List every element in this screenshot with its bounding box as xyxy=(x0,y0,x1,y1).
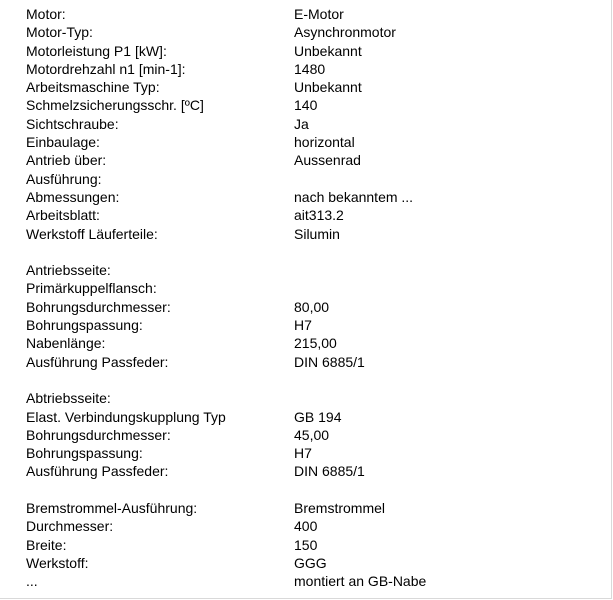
spec-row-nabenlaenge xyxy=(26,334,596,352)
spec-label: Werkstoff Läuferteile: xyxy=(26,225,158,242)
spec-value: nach bekanntem ... xyxy=(294,188,414,205)
spec-row-einbaulage xyxy=(26,133,596,151)
spec-label: Werkstoff: xyxy=(26,554,89,571)
spec-label: Motorleistung P1 [kW]: xyxy=(26,42,167,59)
spec-value: 400 xyxy=(294,518,318,535)
spec-label: Bohrungsdurchmesser: xyxy=(26,298,171,315)
spec-row-bohrungsdurchmesser xyxy=(26,298,596,316)
spec-row-breite xyxy=(26,536,596,554)
spec-row-primaerkuppelflansch xyxy=(26,279,596,297)
spec-row-bohrungspassung xyxy=(26,316,596,334)
spec-value: DIN 6885/1 xyxy=(294,353,365,370)
spec-value: horizontal xyxy=(294,134,355,151)
spec-label: Motor-Typ: xyxy=(26,24,93,41)
spec-label: Schmelzsicherungsschr. [ºC] xyxy=(26,97,204,114)
spec-row-werkstoff xyxy=(26,554,596,572)
spec-label: Arbeitsmaschine Typ: xyxy=(26,79,160,96)
spec-value: 45,00 xyxy=(294,426,330,443)
spec-value: Aussenrad xyxy=(294,152,361,169)
spec-value: 140 xyxy=(294,97,318,114)
spec-row-sichtschraube xyxy=(26,115,596,133)
section-heading: Antriebsseite: xyxy=(26,262,111,279)
spec-label: Ausführung Passfeder: xyxy=(26,463,169,480)
spec-value: GGG xyxy=(294,554,327,571)
spec-value: DIN 6885/1 xyxy=(294,463,365,480)
spec-label: Ausführung Passfeder: xyxy=(26,353,169,370)
spec-label: Arbeitsblatt: xyxy=(26,207,100,224)
section-heading: Abtriebsseite: xyxy=(26,390,111,407)
spec-value: 215,00 xyxy=(294,335,337,352)
bremstrommel-section xyxy=(26,499,596,590)
spec-row-werkstoff-laeuferteile xyxy=(26,225,596,243)
spec-label: Motordrehzahl n1 [min-1]: xyxy=(26,60,186,77)
spec-value: Bremstrommel xyxy=(294,500,386,517)
spec-label: Abmessungen: xyxy=(26,188,120,205)
general-section xyxy=(26,5,596,243)
spec-value: 80,00 xyxy=(294,298,330,315)
spec-label: Bohrungspassung: xyxy=(26,445,143,462)
spec-row-abmessungen xyxy=(26,188,596,206)
spec-label: Bremstrommel-Ausführung: xyxy=(26,500,198,517)
spec-row-passfeder xyxy=(26,462,596,480)
spec-row-antrieb xyxy=(26,151,596,169)
spec-row-durchmesser xyxy=(26,517,596,535)
spec-label: ... xyxy=(26,573,38,590)
spec-value: H7 xyxy=(294,317,312,334)
abtriebsseite-section xyxy=(26,389,596,480)
spec-row-passfeder xyxy=(26,353,596,371)
spec-row-motordrehzahl xyxy=(26,60,596,78)
spec-row-bohrungspassung xyxy=(26,444,596,462)
section-spacer xyxy=(26,243,596,261)
section-heading-antriebsseite xyxy=(26,261,596,279)
spec-row-bremstrommel-ausfuehrung xyxy=(26,499,596,517)
spec-label: Antrieb über: xyxy=(26,152,107,169)
spec-value: 1480 xyxy=(294,60,326,77)
spec-label: Bohrungsdurchmesser: xyxy=(26,426,171,443)
spec-value: GB 194 xyxy=(294,408,342,425)
section-spacer xyxy=(26,481,596,499)
spec-value: H7 xyxy=(294,445,312,462)
spec-value: Silumin xyxy=(294,225,340,242)
spec-value: E-Motor xyxy=(294,6,344,22)
spec-row-motor-typ xyxy=(26,23,596,41)
section-spacer xyxy=(26,371,596,389)
spec-label: Breite: xyxy=(26,536,67,553)
spec-label: Ausführung: xyxy=(26,170,102,187)
spec-label: Einbaulage: xyxy=(26,134,100,151)
antriebsseite-section xyxy=(26,261,596,371)
spec-row-arbeitsblatt xyxy=(26,206,596,224)
spec-label: Bohrungspassung: xyxy=(26,317,143,334)
spec-row-arbeitsmaschine xyxy=(26,78,596,96)
spec-label: Primärkuppelflansch: xyxy=(26,280,157,297)
spec-label: Durchmesser: xyxy=(26,518,114,535)
spec-value: 150 xyxy=(294,536,318,553)
spec-label: Elast. Verbindungskupplung Typ xyxy=(26,408,226,425)
spec-value: montiert an GB-Nabe xyxy=(294,573,427,590)
spec-row-bohrungsdurchmesser xyxy=(26,426,596,444)
spec-row-motor xyxy=(26,5,596,23)
spec-value: Unbekannt xyxy=(294,42,362,59)
spec-value: Asynchronmotor xyxy=(294,24,396,41)
spec-row-ellipsis xyxy=(26,572,596,590)
section-heading-abtriebsseite xyxy=(26,389,596,407)
spec-row-schmelzsicherung xyxy=(26,96,596,114)
spec-label: Motor: xyxy=(26,6,66,22)
spec-value: Unbekannt xyxy=(294,79,362,96)
spec-row-motorleistung xyxy=(26,42,596,60)
spec-value: Ja xyxy=(294,115,309,132)
spec-row-kupplung-typ xyxy=(26,408,596,426)
spec-value: ait313.2 xyxy=(294,207,344,224)
spec-label: Nabenlänge: xyxy=(26,335,106,352)
spec-sheet xyxy=(26,5,596,591)
spec-row-ausfuehrung xyxy=(26,170,596,188)
spec-label: Sichtschraube: xyxy=(26,115,119,132)
